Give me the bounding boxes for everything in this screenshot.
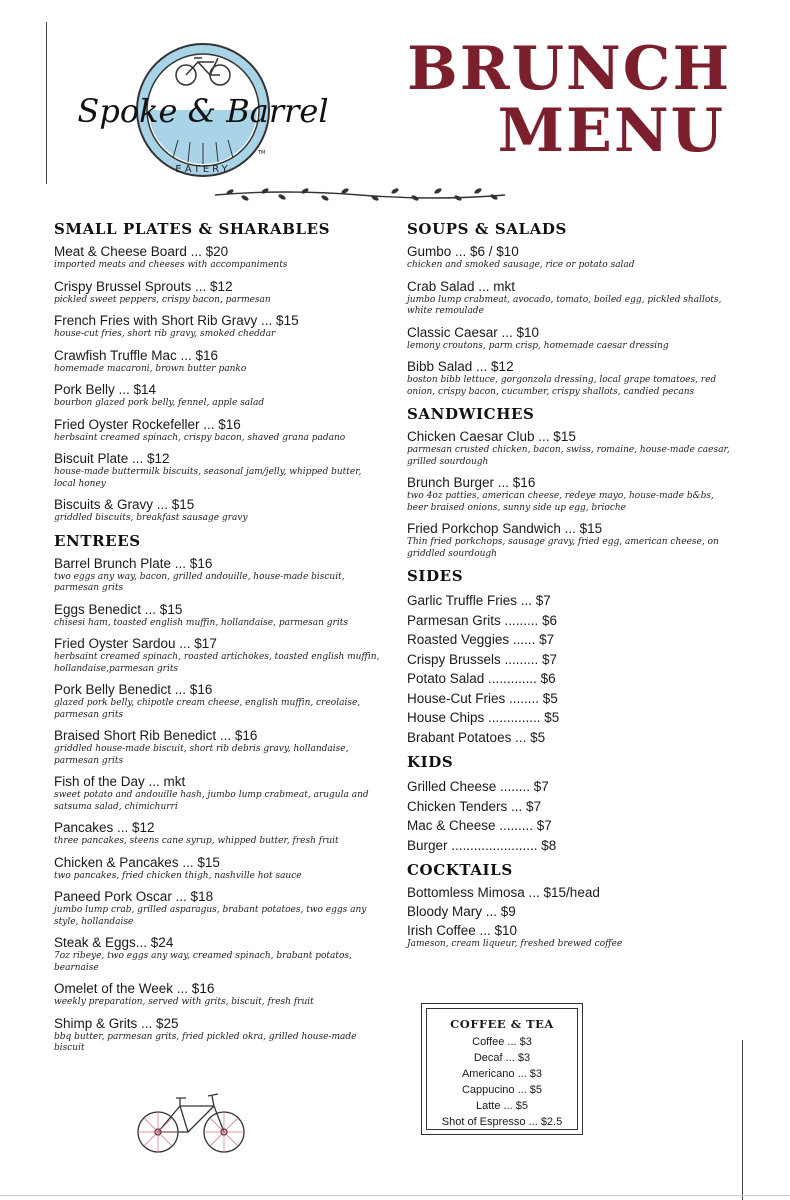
menu-item-name: Eggs Benedict ... $15 [54, 601, 183, 617]
menu-item [54, 497, 384, 525]
menu-line-item: Roasted Veggies ...... $7 [407, 632, 555, 647]
menu-item-name: Meat & Cheese Board ... $20 [54, 244, 229, 259]
menu-item-description: two eggs any way, bacon, grilled andouille, house-made biscuit, parmesan grits [54, 571, 345, 593]
cocktails-list [407, 885, 737, 951]
menu-item [54, 820, 384, 848]
menu-item [407, 359, 737, 398]
menu-item-description: herbsaint creamed spinach, crispy bacon, shaved grana padano [54, 432, 346, 443]
menu-item-description: 7oz ribeye, two eggs any way, creamed spinach, brabant potatos, bearnaise [54, 951, 352, 973]
menu-item-description: sweet potato and andouille hash, jumbo lump crabmeat, arugula and satsuma salad, chimichurri [54, 790, 369, 812]
menu-item [54, 602, 384, 630]
menu-item-description: weekly preparation, served with grits, biscuit, fresh fruit [54, 997, 314, 1007]
right-column [407, 220, 737, 954]
menu-item-name: Fried Porkchop Sandwich ... $15 [407, 521, 603, 536]
entrees-list [54, 556, 384, 1055]
menu-item [54, 728, 384, 767]
menu-line-item: Potato Salad ............. $6 [407, 671, 556, 686]
sides-list [407, 591, 737, 747]
menu-item-name: Chicken Caesar Club ... $15 [407, 429, 576, 444]
section-heading-sandwiches: SANDWICHES [407, 405, 535, 423]
menu-line-item: Mac & Cheese ......... $7 [407, 818, 552, 833]
menu-line-item: Americano ... $3 [461, 1068, 543, 1080]
menu-item [407, 279, 737, 318]
menu-item-description: pickled sweet peppers, crispy bacon, parmesan [54, 294, 271, 305]
menu-line-item: Grilled Cheese ........ $7 [407, 779, 549, 794]
menu-item [54, 981, 384, 1009]
menu-item-name: Chicken & Pancakes ... $15 [54, 854, 220, 870]
section-heading-small-plates: SMALL PLATES & SHARABLES [54, 220, 331, 238]
menu-item-name: Crispy Brussel Sprouts ... $12 [54, 278, 233, 294]
menu-item [54, 417, 384, 445]
menu-item-name: French Fries with Short Rib Gravy ... $15 [54, 313, 299, 328]
menu-line-item: Chicken Tenders ... $7 [407, 798, 542, 814]
sandwiches-list [407, 429, 737, 560]
menu-item [407, 475, 737, 514]
menu-line-item: Parmesan Grits ......... $6 [407, 612, 558, 628]
menu-item [407, 244, 737, 272]
menu-item [54, 682, 384, 721]
frame-corner-line [46, 22, 53, 184]
menu-item-description: glazed pork belly, chipotle cream cheese, english muffin, creolaise, parmesan grits [54, 698, 361, 720]
menu-item [407, 429, 737, 468]
menu-item [54, 451, 384, 490]
menu-item-description: imported meats and cheeses with accompaniments [54, 260, 288, 270]
spoke-barrel-logo [58, 30, 348, 180]
section-heading-soups: SOUPS & SALADS [407, 220, 567, 238]
menu-item-name: Omelet of the Week ... $16 [54, 981, 215, 996]
section-heading-cocktails: COCKTAILS [407, 861, 513, 879]
menu-item [54, 556, 384, 595]
menu-item-description: house-cut fries, short rib gravy, smoked cheddar [54, 329, 276, 339]
menu-item-name: Classic Caesar ... $10 [407, 324, 540, 340]
menu-item-description: house-made buttermilk biscuits, seasonal jam/jelly, whipped butter, local honey [54, 467, 362, 489]
menu-line-item: House Chips .............. $5 [407, 710, 560, 725]
menu-item-name: Pork Belly Benedict ... $16 [54, 682, 213, 697]
menu-line-item: Cappucino ... $5 [461, 1084, 543, 1096]
menu-item-description: chisesi ham, toasted english muffin, hollandaise, parmesan grits [54, 617, 348, 628]
menu-item [407, 521, 737, 560]
menu-item-description: homemade macaroni, brown butter panko [54, 363, 247, 374]
coffee-tea-inner-frame [426, 1008, 578, 1130]
menu-item-description: two pancakes, fried chicken thigh, nashville hot sauce [54, 870, 302, 881]
menu-item-description: jumbo lump crab, grilled asparagus, brabant potatoes, two eggs any style, hollandaise [54, 905, 367, 927]
menu-item [54, 636, 384, 675]
menu-item-name: Fried Oyster Sardou ... $17 [54, 636, 217, 651]
logo-subtext: EATERY [175, 164, 231, 175]
title-line-1: BRUNCH [407, 34, 732, 104]
coffee-tea-heading: COFFEE & TEA [450, 1017, 554, 1031]
coffee-list [427, 1034, 577, 1130]
menu-item-name: Biscuit Plate ... $12 [54, 451, 170, 466]
menu-item [407, 325, 737, 353]
menu-item [54, 1016, 384, 1055]
menu-item-name: Paneed Pork Oscar ... $18 [54, 889, 214, 904]
menu-item-name: Pancakes ... $12 [54, 820, 155, 835]
menu-item-description: Jameson, cream liqueur, freshed brewed coffee [407, 939, 623, 949]
menu-item-description: boston bibb lettuce, gorgonzola dressing, local grape tomatoes, red onion, crispy bacon, cucumber, crispy shallots, candied pecans [407, 375, 717, 397]
menu-item [54, 935, 384, 974]
title-line-2: MENU [497, 96, 725, 166]
menu-line-item: House-Cut Fries ........ $5 [407, 690, 558, 706]
section-heading-entrees: ENTREES [54, 531, 141, 550]
menu-line-item: Coffee ... $3 [472, 1036, 532, 1048]
menu-item-description: parmesan crusted chicken, bacon, swiss, romaine, house-made caesar, grilled sourdough [407, 445, 730, 467]
menu-line-item: Garlic Truffle Fries ... $7 [407, 593, 551, 608]
menu-title [405, 34, 735, 166]
menu-item-name: Crawfish Truffle Mac ... $16 [54, 347, 219, 363]
menu-item [54, 313, 384, 341]
left-column [54, 220, 384, 1062]
menu-item [407, 904, 737, 920]
menu-item-name: Bibb Salad ... $12 [407, 359, 514, 374]
menu-item-name: Shimp & Grits ... $25 [54, 1015, 179, 1031]
logo-trademark: TM [258, 150, 266, 156]
menu-item-name: Biscuits & Gravy ... $15 [54, 497, 195, 512]
menu-item-description: herbsaint creamed spinach, roasted artichokes, toasted english muffin, hollandaise,parmesan grits [54, 652, 380, 674]
menu-item-name: Irish Coffee ... $10 [407, 923, 518, 938]
menu-item-description: two 4oz patties, american cheese, redeye mayo, house-made b&bs, beer braised onions, sunny side up egg, brioche [407, 491, 714, 513]
menu-item-name: Crab Salad ... mkt [407, 278, 516, 294]
menu-line-item: Crispy Brussels ......... $7 [407, 651, 558, 667]
menu-item-name: Steak & Eggs... $24 [54, 935, 174, 950]
menu-item-description: griddled house-made biscuit, short rib debris gravy, hollandaise, parmesan grits [54, 744, 349, 766]
menu-item-description: Thin fried porkchops, sausage gravy, fried egg, american cheese, on griddled sourdough [407, 537, 719, 559]
menu-item-description: bbq butter, parmesan grits, fried pickled okra, grilled house-made biscuit [54, 1031, 357, 1053]
menu-item-name: Braised Short Rib Benedict ... $16 [54, 728, 258, 743]
menu-item [407, 885, 737, 901]
vine-divider-icon [210, 183, 510, 205]
menu-line-item: Brabant Potatoes ... $5 [407, 729, 546, 745]
coffee-tea-box [421, 1003, 583, 1135]
menu-line-item: Decaf ... $3 [473, 1052, 531, 1064]
bicycle-icon [136, 1086, 246, 1156]
soups-list [407, 244, 737, 398]
bottom-edge-line [0, 1195, 790, 1196]
menu-item [54, 279, 384, 307]
menu-item-description: three pancakes, steens cane syrup, whipped butter, fresh fruit [54, 836, 339, 846]
menu-item-description: jumbo lump crabmeat, avocado, tomato, boiled egg, pickled shallots, white remoulade [407, 294, 722, 316]
menu-item-description: griddled biscuits, breakfast sausage gravy [54, 513, 248, 523]
section-heading-sides: SIDES [407, 567, 464, 585]
menu-line-item: Burger ....................... $8 [407, 837, 557, 853]
menu-item-name: Bottomless Mimosa ... $15/head [407, 885, 600, 900]
menu-item [407, 923, 737, 951]
menu-item [54, 244, 384, 272]
menu-item [54, 855, 384, 883]
menu-item-name: Bloody Mary ... $9 [407, 904, 516, 919]
menu-item-description: chicken and smoked sausage, rice or potato salad [407, 260, 635, 270]
menu-item-name: Fish of the Day ... mkt [54, 774, 186, 789]
menu-item [54, 889, 384, 928]
section-heading-kids: KIDS [407, 753, 454, 771]
menu-item-name: Fried Oyster Rockefeller ... $16 [54, 416, 241, 432]
logo-text: Spoke & Barrel [77, 92, 329, 130]
menu-item-name: Pork Belly ... $14 [54, 382, 157, 397]
menu-line-item: Shot of Espresso ... $2.5 [441, 1116, 563, 1128]
menu-item [54, 382, 384, 410]
menu-item-description: bourbon glazed pork belly, fennel, apple salad [54, 398, 265, 408]
menu-item-name: Gumbo ... $6 / $10 [407, 244, 519, 259]
menu-item-name: Barrel Brunch Plate ... $16 [54, 555, 213, 571]
menu-line-item: Latte ... $5 [476, 1100, 528, 1112]
kids-list [407, 777, 737, 855]
menu-item [54, 774, 384, 813]
menu-item [54, 348, 384, 376]
menu-item-name: Brunch Burger ... $16 [407, 475, 536, 490]
frame-right-line [742, 1040, 743, 1200]
menu-item-description: lemony croutons, parm crisp, homemade caesar dressing [407, 340, 669, 351]
small-plates-list [54, 244, 384, 525]
